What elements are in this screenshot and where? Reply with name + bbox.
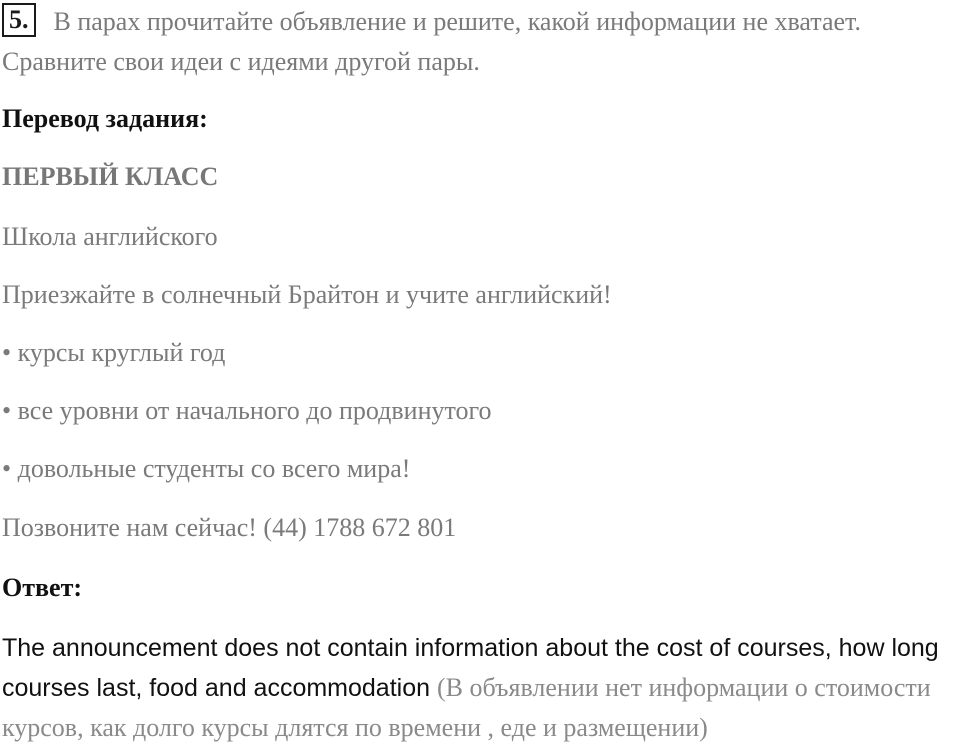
task-block <box>2 2 957 82</box>
ad-title: ПЕРВЫЙ КЛАСС <box>2 162 219 191</box>
answer-russian: (В объявлении нет информации о стоимости курсов, как долго курсы длятся по времени , еде и размещении) <box>2 673 931 742</box>
ad-bullet-3: • довольные студенты со всего мира! <box>2 454 411 483</box>
task-number: 5. <box>2 3 36 37</box>
answer-heading: Ответ: <box>2 573 83 602</box>
task-text: В парах прочитайте объявление и решите, какой информации не хватает. Сравните свои идеи с идеями другой пары. <box>2 7 861 76</box>
ad-call: Позвоните нам сейчас! (44) 1788 672 801 <box>2 513 457 542</box>
ad-slogan: Приезжайте в солнечный Брайтон и учите английский! <box>2 280 612 309</box>
translation-heading: Перевод задания: <box>2 104 208 133</box>
ad-subtitle: Школа английского <box>2 222 218 251</box>
ad-bullet-1: • курсы круглый год <box>2 338 226 367</box>
answer-english: The announcement does not contain information about the cost of courses, how long courses last, food and accommodation <box>2 634 939 702</box>
answer-text <box>2 628 957 748</box>
ad-bullet-2: • все уровни от начального до продвинутого <box>2 396 492 425</box>
